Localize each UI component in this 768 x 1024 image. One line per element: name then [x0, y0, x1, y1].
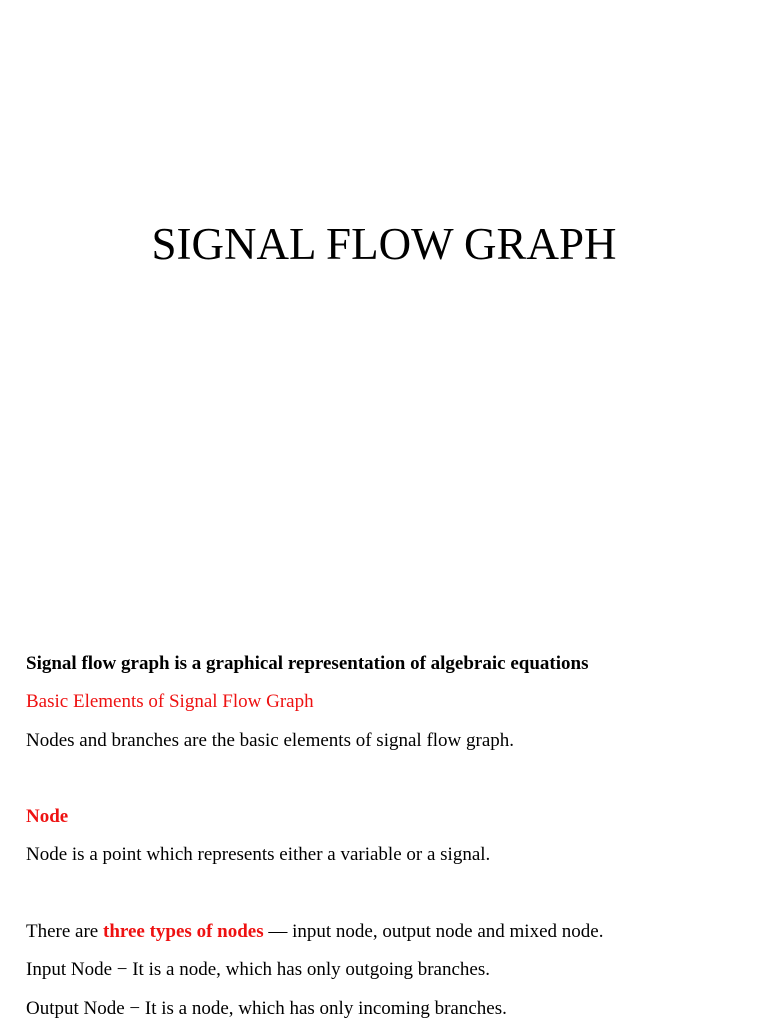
definition-text: Signal flow graph is a graphical representation of algebraic equations — [26, 653, 589, 674]
output-node-text: Output Node − It is a node, which has only incoming branches. — [26, 998, 507, 1019]
node-heading: Node — [26, 806, 69, 827]
basic-elements-heading: Basic Elements of Signal Flow Graph — [26, 691, 314, 712]
node-types-prefix: There are — [26, 921, 103, 942]
node-types-highlight: three types of nodes — [103, 921, 264, 942]
node-types-text — [26, 920, 603, 944]
node-types-suffix: — input node, output node and mixed node. — [263, 921, 604, 942]
input-node-text: Input Node − It is a node, which has only outgoing branches. — [26, 959, 490, 980]
basic-elements-text: Nodes and branches are the basic elements of signal flow graph. — [26, 730, 515, 751]
page-title: SIGNAL FLOW GRAPH — [151, 219, 617, 269]
node-text: Node is a point which represents either a variable or a signal. — [26, 844, 491, 865]
